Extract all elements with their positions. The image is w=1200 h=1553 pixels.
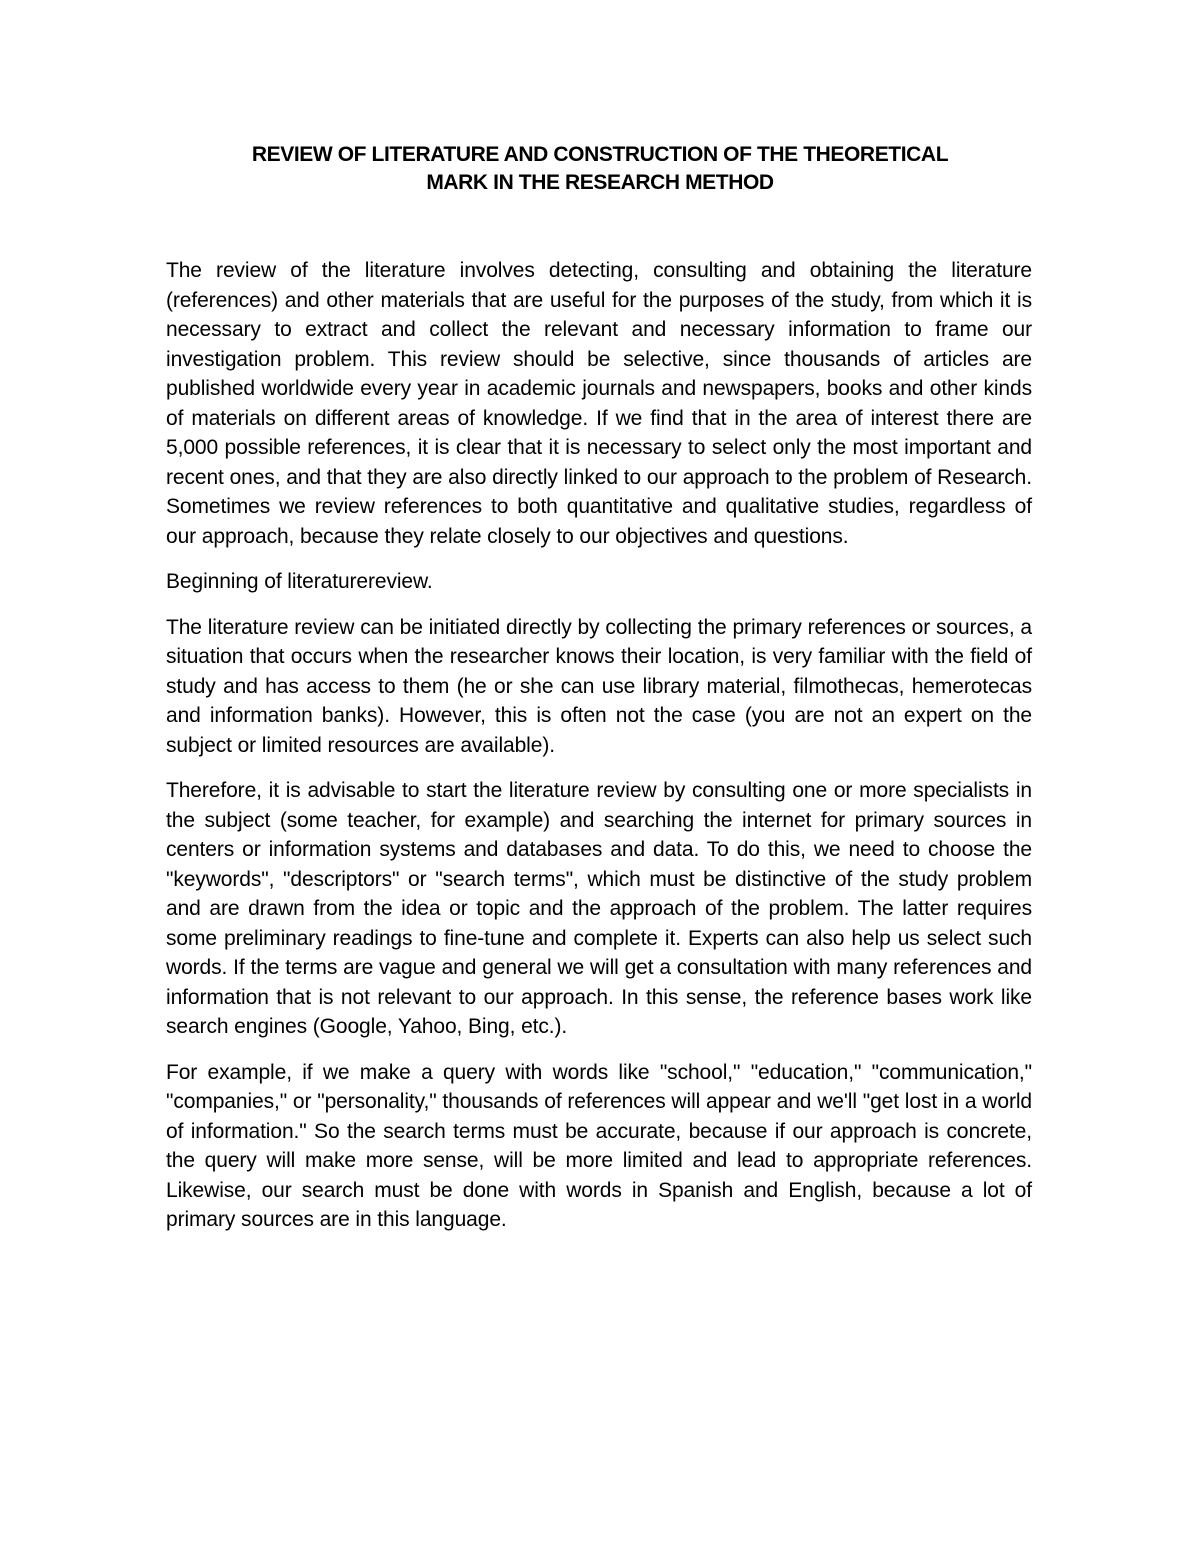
- paragraph-primary-references: The literature review can be initiated directly by collecting the primary references or sources, a situation that occurs when the researcher knows their location, is very familiar with the field of study and has access to them (he or she can use library material, filmothecas, hemerotecas and information banks). However, this is often not the case (you are not an expert on the subject or limited resources are available).: [166, 615, 1032, 757]
- paragraph-keywords: Therefore, it is advisable to start the literature review by consulting one or more specialists in the subject (some teacher, for example) and searching the internet for primary sources in centers or information systems and databases and data. To do this, we need to choose the "keywords", "descriptors" or "search terms", which must be distinctive of the study problem and are drawn from the idea or topic and the approach of the problem. The latter requires some preliminary readings to fine-tune and complete it. Experts can also help us select such words. If the terms are vague and general we will get a consultation with many references and information that is not relevant to our approach. In this sense, the reference bases work like search engines (Google, Yahoo, Bing, etc.).: [166, 779, 1032, 1038]
- document-body: [166, 256, 1032, 1251]
- paragraph-example: For example, if we make a query with words like "school," "education," "communication," "companies," or "personality," thousands of references will appear and we'll "get lost in a world of information." So the search terms must be accurate, because if our approach is concrete, the query will make more sense, will be more limited and lead to appropriate references. Likewise, our search must be done with words in Spanish and English, because a lot of primary sources are in this language.: [166, 1060, 1032, 1231]
- paragraph-subheading: Beginning of literaturereview.: [166, 570, 433, 593]
- title-line-2: MARK IN THE RESEARCH METHOD: [426, 171, 774, 194]
- document-title: [150, 141, 1050, 197]
- title-line-1: REVIEW OF LITERATURE AND CONSTRUCTION OF THE THEORETICAL: [251, 143, 949, 166]
- paragraph-intro: The review of the literature involves detecting, consulting and obtaining the literature (references) and other materials that are useful for the purposes of the study, from which it is necessary to extract and collect the relevant and necessary information to frame our investigation problem. This review should be selective, since thousands of articles are published worldwide every year in academic journals and newspapers, books and other kinds of materials on different areas of knowledge. If we find that in the area of interest there are 5,000 possible references, it is clear that it is necessary to select only the most important and recent ones, and that they are also directly linked to our approach to the problem of Research. Sometimes we review references to both quantitative and qualitative studies, regardless of our approach, because they relate closely to our objectives and questions.: [166, 259, 1032, 548]
